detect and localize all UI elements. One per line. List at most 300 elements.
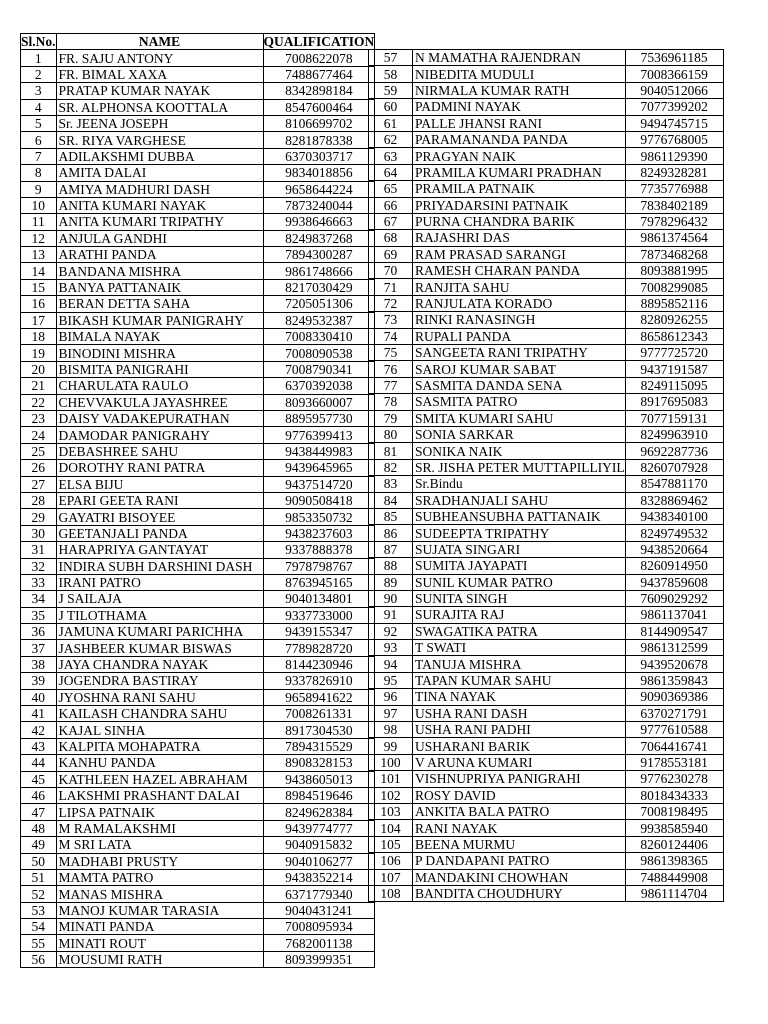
row-name: ANJULA GANDHI — [56, 230, 263, 246]
row-name: RAM PRASAD SARANGI — [413, 246, 626, 262]
row-name: FR. BIMAL XAXA — [56, 66, 263, 82]
row-sl-no: 100 — [369, 754, 413, 770]
row-sl-no: 75 — [369, 345, 413, 361]
table-row — [21, 230, 375, 246]
row-name: PRATAP KUMAR NAYAK — [56, 83, 263, 99]
row-name: PRIYADARSINI PATNAIK — [413, 197, 626, 213]
row-sl-no: 101 — [369, 771, 413, 787]
table-row — [21, 886, 375, 902]
row-phone: 8249749532 — [625, 525, 723, 541]
row-phone: 9437514720 — [263, 476, 375, 492]
row-name: CHEVVAKULA JAYASHREE — [56, 394, 263, 410]
row-name: MINATI ROUT — [56, 935, 263, 951]
row-name: P DANDAPANI PATRO — [413, 853, 626, 869]
row-sl-no: 86 — [369, 525, 413, 541]
row-phone: 8093660007 — [263, 394, 375, 410]
left-table-body — [21, 50, 375, 968]
table-row — [21, 361, 375, 377]
row-name: KANHU PANDA — [56, 755, 263, 771]
row-phone: 7008790341 — [263, 361, 375, 377]
table-row — [21, 771, 375, 787]
row-sl-no: 44 — [21, 755, 57, 771]
table-row — [21, 181, 375, 197]
staff-table-right — [368, 49, 724, 902]
row-name: USHA RANI PADHI — [413, 722, 626, 738]
table-row — [369, 164, 724, 180]
row-phone: 8658612343 — [625, 328, 723, 344]
table-row — [369, 377, 724, 393]
row-sl-no: 103 — [369, 803, 413, 819]
row-sl-no: 64 — [369, 164, 413, 180]
row-phone: 9938646663 — [263, 214, 375, 230]
row-name: RANJITA SAHU — [413, 279, 626, 295]
row-name: GAYATRI BISOYEE — [56, 509, 263, 525]
row-sl-no: 78 — [369, 394, 413, 410]
row-name: Sr.Bindu — [413, 476, 626, 492]
row-phone: 7838402189 — [625, 197, 723, 213]
row-sl-no: 23 — [21, 410, 57, 426]
header-name: NAME — [56, 34, 263, 50]
row-phone: 8018434333 — [625, 787, 723, 803]
table-row — [21, 214, 375, 230]
row-phone: 9439774777 — [263, 820, 375, 836]
table-row — [369, 574, 724, 590]
row-name: MANDAKINI CHOWHAN — [413, 869, 626, 885]
table-row — [369, 197, 724, 213]
row-phone: 9861748666 — [263, 263, 375, 279]
table-row — [21, 673, 375, 689]
row-name: FR. SAJU ANTONY — [56, 50, 263, 66]
row-sl-no: 57 — [369, 50, 413, 66]
row-sl-no: 47 — [21, 804, 57, 820]
row-sl-no: 36 — [21, 624, 57, 640]
row-sl-no: 2 — [21, 66, 57, 82]
table-row — [369, 50, 724, 66]
row-sl-no: 94 — [369, 656, 413, 672]
row-phone: 9776230278 — [625, 771, 723, 787]
row-phone: 9861398365 — [625, 853, 723, 869]
row-sl-no: 89 — [369, 574, 413, 590]
table-row — [21, 607, 375, 623]
row-name: SUDEEPTA TRIPATHY — [413, 525, 626, 541]
row-name: BIMALA NAYAK — [56, 329, 263, 345]
table-row — [21, 165, 375, 181]
table-row — [369, 426, 724, 442]
table-row — [369, 689, 724, 705]
row-phone: 9861374564 — [625, 230, 723, 246]
row-phone: 9439155347 — [263, 624, 375, 640]
row-phone: 7008095934 — [263, 919, 375, 935]
row-phone: 7894315529 — [263, 738, 375, 754]
row-sl-no: 3 — [21, 83, 57, 99]
row-phone: 7008198495 — [625, 803, 723, 819]
table-row — [21, 345, 375, 361]
table-row — [369, 410, 724, 426]
row-name: SR. ALPHONSA KOOTTALA — [56, 99, 263, 115]
row-phone: 7873240044 — [263, 197, 375, 213]
row-name: KAILASH CHANDRA SAHU — [56, 706, 263, 722]
row-sl-no: 49 — [21, 837, 57, 853]
row-sl-no: 61 — [369, 115, 413, 131]
row-phone: 6370303717 — [263, 148, 375, 164]
row-sl-no: 34 — [21, 591, 57, 607]
table-row — [369, 345, 724, 361]
row-name: SAROJ KUMAR SABAT — [413, 361, 626, 377]
table-row — [21, 410, 375, 426]
row-sl-no: 84 — [369, 492, 413, 508]
table-row — [21, 66, 375, 82]
table-row — [21, 476, 375, 492]
row-phone: 7008366159 — [625, 66, 723, 82]
row-sl-no: 70 — [369, 263, 413, 279]
table-row — [369, 508, 724, 524]
row-sl-no: 46 — [21, 787, 57, 803]
table-row — [21, 492, 375, 508]
row-name: SUMITA JAYAPATI — [413, 558, 626, 574]
row-phone: 7064416741 — [625, 738, 723, 754]
row-sl-no: 51 — [21, 869, 57, 885]
table-row — [369, 181, 724, 197]
row-name: PALLE JHANSI RANI — [413, 115, 626, 131]
row-name: ADILAKSHMI DUBBA — [56, 148, 263, 164]
row-sl-no: 25 — [21, 443, 57, 459]
row-name: DEBASHREE SAHU — [56, 443, 263, 459]
row-phone: 9658644224 — [263, 181, 375, 197]
row-phone: 7536961185 — [625, 50, 723, 66]
row-name: MINATI PANDA — [56, 919, 263, 935]
row-phone: 9438237603 — [263, 525, 375, 541]
row-sl-no: 106 — [369, 853, 413, 869]
row-sl-no: 65 — [369, 181, 413, 197]
row-name: ANKITA BALA PATRO — [413, 803, 626, 819]
row-name: SANGEETA RANI TRIPATHY — [413, 345, 626, 361]
row-phone: 9437191587 — [625, 361, 723, 377]
table-row — [369, 738, 724, 754]
row-sl-no: 45 — [21, 771, 57, 787]
row-phone: 6371779340 — [263, 886, 375, 902]
table-row — [369, 656, 724, 672]
row-name: JASHBEER KUMAR BISWAS — [56, 640, 263, 656]
row-phone: 8917304530 — [263, 722, 375, 738]
row-phone: 8106699702 — [263, 115, 375, 131]
row-sl-no: 55 — [21, 935, 57, 951]
row-name: T SWATI — [413, 640, 626, 656]
row-name: INDIRA SUBH DARSHINI DASH — [56, 558, 263, 574]
row-name: DOROTHY RANI PATRA — [56, 460, 263, 476]
row-sl-no: 54 — [21, 919, 57, 935]
row-phone: 8144230946 — [263, 656, 375, 672]
row-phone: 8249963910 — [625, 426, 723, 442]
row-name: RINKI RANASINGH — [413, 312, 626, 328]
row-name: RANI NAYAK — [413, 820, 626, 836]
row-name: CHARULATA RAULO — [56, 378, 263, 394]
row-phone: 6370271791 — [625, 705, 723, 721]
row-sl-no: 28 — [21, 492, 57, 508]
row-sl-no: 32 — [21, 558, 57, 574]
row-sl-no: 53 — [21, 902, 57, 918]
row-name: BANYA PATTANAIK — [56, 279, 263, 295]
row-name: V ARUNA KUMARI — [413, 754, 626, 770]
table-row — [21, 640, 375, 656]
row-sl-no: 37 — [21, 640, 57, 656]
row-phone: 9337733000 — [263, 607, 375, 623]
row-name: M SRI LATA — [56, 837, 263, 853]
row-sl-no: 4 — [21, 99, 57, 115]
row-sl-no: 91 — [369, 607, 413, 623]
table-row — [21, 197, 375, 213]
row-phone: 7978296432 — [625, 213, 723, 229]
row-sl-no: 62 — [369, 131, 413, 147]
row-name: BEENA MURMU — [413, 836, 626, 852]
row-sl-no: 19 — [21, 345, 57, 361]
row-name: SR. RIYA VARGHESE — [56, 132, 263, 148]
row-phone: 7008330410 — [263, 329, 375, 345]
row-phone: 9494745715 — [625, 115, 723, 131]
row-sl-no: 79 — [369, 410, 413, 426]
row-sl-no: 66 — [369, 197, 413, 213]
row-sl-no: 20 — [21, 361, 57, 377]
row-name: SUBHEANSUBHA PATTANAIK — [413, 508, 626, 524]
table-row — [21, 919, 375, 935]
table-row — [21, 542, 375, 558]
table-row — [369, 541, 724, 557]
table-row — [369, 885, 724, 901]
row-sl-no: 108 — [369, 885, 413, 901]
row-phone: 9337888378 — [263, 542, 375, 558]
row-phone: 7609029292 — [625, 590, 723, 606]
row-name: USHARANI BARIK — [413, 738, 626, 754]
row-sl-no: 6 — [21, 132, 57, 148]
row-name: GEETANJALI PANDA — [56, 525, 263, 541]
row-sl-no: 33 — [21, 574, 57, 590]
row-sl-no: 80 — [369, 426, 413, 442]
row-name: SONIA SARKAR — [413, 426, 626, 442]
row-sl-no: 48 — [21, 820, 57, 836]
table-row — [21, 951, 375, 967]
row-sl-no: 42 — [21, 722, 57, 738]
row-name: DAMODAR PANIGRAHY — [56, 427, 263, 443]
row-sl-no: 27 — [21, 476, 57, 492]
row-phone: 8908328153 — [263, 755, 375, 771]
row-sl-no: 22 — [21, 394, 57, 410]
row-phone: 9692287736 — [625, 443, 723, 459]
row-sl-no: 82 — [369, 459, 413, 475]
table-row — [21, 738, 375, 754]
row-name: SASMITA PATRO — [413, 394, 626, 410]
table-row — [21, 279, 375, 295]
row-phone: 7488677464 — [263, 66, 375, 82]
table-row — [369, 459, 724, 475]
table-row — [369, 820, 724, 836]
table-row — [21, 755, 375, 771]
row-name: SONIKA NAIK — [413, 443, 626, 459]
staff-table-left — [20, 33, 375, 968]
row-sl-no: 18 — [21, 329, 57, 345]
row-name: RAJASHRI DAS — [413, 230, 626, 246]
row-name: MANAS MISHRA — [56, 886, 263, 902]
row-name: BIKASH KUMAR PANIGRAHY — [56, 312, 263, 328]
row-sl-no: 13 — [21, 247, 57, 263]
row-name: PURNA CHANDRA BARIK — [413, 213, 626, 229]
row-sl-no: 107 — [369, 869, 413, 885]
row-sl-no: 15 — [21, 279, 57, 295]
row-sl-no: 26 — [21, 460, 57, 476]
row-name: M RAMALAKSHMI — [56, 820, 263, 836]
row-sl-no: 58 — [369, 66, 413, 82]
row-phone: 8217030429 — [263, 279, 375, 295]
table-row — [21, 706, 375, 722]
row-phone: 9040134801 — [263, 591, 375, 607]
table-row — [369, 476, 724, 492]
row-name: J SAILAJA — [56, 591, 263, 607]
row-name: JAMUNA KUMARI PARICHHA — [56, 624, 263, 640]
row-name: EPARI GEETA RANI — [56, 492, 263, 508]
row-name: SUJATA SINGARI — [413, 541, 626, 557]
row-phone: 7008261331 — [263, 706, 375, 722]
row-name: BINODINI MISHRA — [56, 345, 263, 361]
row-phone: 9040512066 — [625, 82, 723, 98]
table-row — [21, 427, 375, 443]
table-row — [369, 705, 724, 721]
table-row — [21, 689, 375, 705]
row-sl-no: 14 — [21, 263, 57, 279]
table-row — [369, 836, 724, 852]
table-row — [21, 263, 375, 279]
table-row — [369, 853, 724, 869]
row-phone: 8260707928 — [625, 459, 723, 475]
row-name: BISMITA PANIGRAHI — [56, 361, 263, 377]
row-name: JOGENDRA BASTIRAY — [56, 673, 263, 689]
row-name: RUPALI PANDA — [413, 328, 626, 344]
table-row — [21, 460, 375, 476]
row-phone: 9438449983 — [263, 443, 375, 459]
row-name: AMIYA MADHURI DASH — [56, 181, 263, 197]
row-name: SASMITA DANDA SENA — [413, 377, 626, 393]
row-sl-no: 72 — [369, 295, 413, 311]
row-sl-no: 35 — [21, 607, 57, 623]
row-phone: 8249628384 — [263, 804, 375, 820]
row-phone: 9178553181 — [625, 754, 723, 770]
table-row — [21, 394, 375, 410]
table-row — [369, 115, 724, 131]
row-name: ROSY DAVID — [413, 787, 626, 803]
table-row — [369, 640, 724, 656]
row-phone: 9040106277 — [263, 853, 375, 869]
row-phone: 8547600464 — [263, 99, 375, 115]
table-row — [369, 312, 724, 328]
row-phone: 7488449908 — [625, 869, 723, 885]
row-name: MAMTA PATRO — [56, 869, 263, 885]
row-name: SMITA KUMARI SAHU — [413, 410, 626, 426]
row-phone: 9776399413 — [263, 427, 375, 443]
row-name: MANOJ KUMAR TARASIA — [56, 902, 263, 918]
table-row — [369, 394, 724, 410]
row-name: SRADHANJALI SAHU — [413, 492, 626, 508]
table-row — [369, 672, 724, 688]
row-sl-no: 90 — [369, 590, 413, 606]
row-phone: 8280926255 — [625, 312, 723, 328]
row-sl-no: 56 — [21, 951, 57, 967]
row-phone: 7873468268 — [625, 246, 723, 262]
row-name: NIRMALA KUMAR RATH — [413, 82, 626, 98]
table-row — [369, 279, 724, 295]
row-phone: 7205051306 — [263, 296, 375, 312]
row-phone: 9438605013 — [263, 771, 375, 787]
row-name: BANDITA CHOUDHURY — [413, 885, 626, 901]
table-row — [21, 148, 375, 164]
table-row — [21, 83, 375, 99]
row-name: NIBEDITA MUDULI — [413, 66, 626, 82]
row-phone: 7077159131 — [625, 410, 723, 426]
table-row — [369, 82, 724, 98]
table-row — [369, 230, 724, 246]
row-phone: 9437859608 — [625, 574, 723, 590]
table-row — [369, 492, 724, 508]
row-sl-no: 95 — [369, 672, 413, 688]
row-name: TANUJA MISHRA — [413, 656, 626, 672]
row-name: JAYA CHANDRA NAYAK — [56, 656, 263, 672]
table-row — [21, 443, 375, 459]
row-phone: 7008299085 — [625, 279, 723, 295]
row-name: HARAPRIYA GANTAYAT — [56, 542, 263, 558]
table-row — [21, 574, 375, 590]
row-phone: 9439645965 — [263, 460, 375, 476]
row-phone: 8984519646 — [263, 787, 375, 803]
row-sl-no: 63 — [369, 148, 413, 164]
row-name: TINA NAYAK — [413, 689, 626, 705]
row-phone: 9861114704 — [625, 885, 723, 901]
table-row — [369, 754, 724, 770]
row-sl-no: 76 — [369, 361, 413, 377]
row-name: DAISY VADAKEPURATHAN — [56, 410, 263, 426]
row-phone: 9861359843 — [625, 672, 723, 688]
table-row — [21, 50, 375, 66]
row-phone: 8260124406 — [625, 836, 723, 852]
table-row — [21, 312, 375, 328]
table-row — [21, 787, 375, 803]
table-row — [21, 853, 375, 869]
row-phone: 8547881170 — [625, 476, 723, 492]
table-row — [369, 66, 724, 82]
row-sl-no: 102 — [369, 787, 413, 803]
table-row — [21, 935, 375, 951]
row-phone: 8249532387 — [263, 312, 375, 328]
row-sl-no: 43 — [21, 738, 57, 754]
row-sl-no: 39 — [21, 673, 57, 689]
row-sl-no: 97 — [369, 705, 413, 721]
table-row — [369, 525, 724, 541]
row-sl-no: 5 — [21, 115, 57, 131]
table-row — [21, 247, 375, 263]
row-sl-no: 92 — [369, 623, 413, 639]
table-row — [21, 837, 375, 853]
row-phone: 9938585940 — [625, 820, 723, 836]
row-name: PRAGYAN NAIK — [413, 148, 626, 164]
row-name: USHA RANI DASH — [413, 705, 626, 721]
table-row — [21, 722, 375, 738]
row-name: SWAGATIKA PATRA — [413, 623, 626, 639]
row-phone: 8917695083 — [625, 394, 723, 410]
row-phone: 9040431241 — [263, 902, 375, 918]
row-phone: 8895852116 — [625, 295, 723, 311]
table-row — [369, 623, 724, 639]
table-row — [369, 590, 724, 606]
table-row — [369, 99, 724, 115]
row-name: AMITA DALAI — [56, 165, 263, 181]
table-row — [21, 378, 375, 394]
row-phone: 9861137041 — [625, 607, 723, 623]
row-name: Sr. JEENA JOSEPH — [56, 115, 263, 131]
